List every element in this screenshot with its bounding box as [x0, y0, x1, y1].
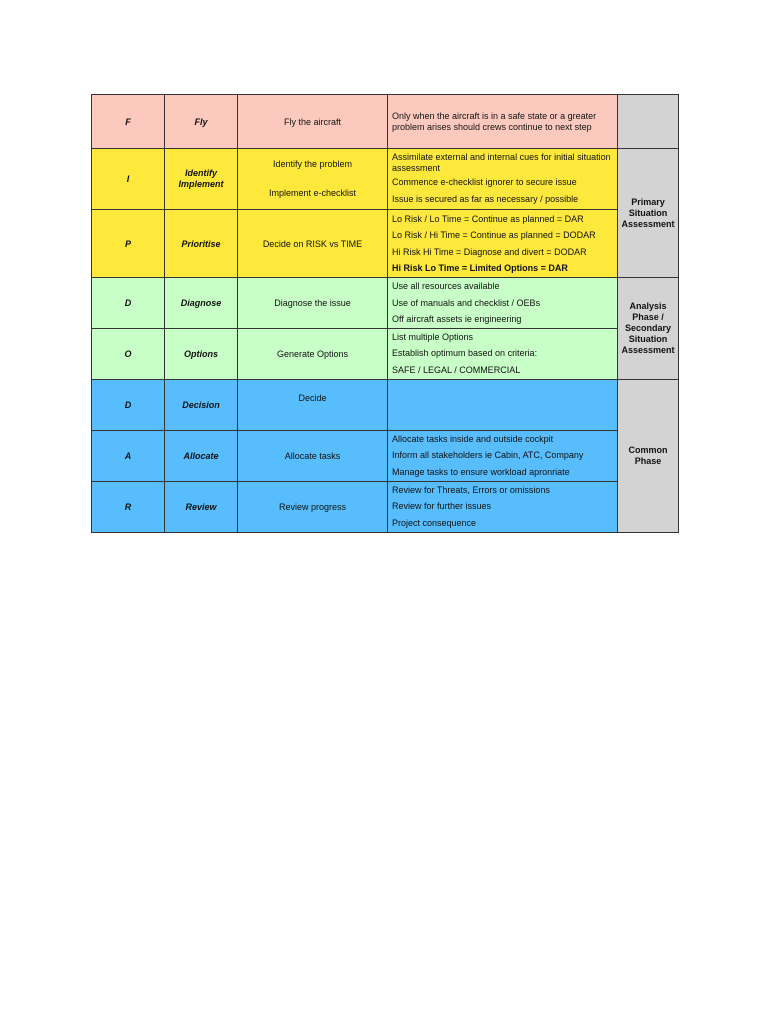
step-action: Generate Options [238, 328, 388, 379]
note-line: Project consequence [392, 517, 477, 528]
step-name: Decision [165, 379, 238, 430]
step-action-line: Implement e-checklist [268, 188, 357, 198]
step-action: Review progress [238, 481, 388, 532]
step-action: Decide [238, 379, 388, 430]
table-row-fly [92, 95, 679, 149]
phase-cell-empty [618, 95, 679, 149]
step-letter: D [92, 379, 165, 430]
note-line: Allocate tasks inside and outside cockpit [392, 433, 554, 444]
step-notes [388, 379, 618, 430]
note-line: List multiple Options [392, 331, 474, 342]
step-notes [388, 481, 618, 532]
step-name: Diagnose [165, 278, 238, 329]
phase-label-line: Phase / [632, 311, 664, 322]
step-letter: D [92, 278, 165, 329]
note-line: Lo Risk / Hi Time = Continue as planned = DODAR [392, 230, 596, 240]
table-row-review [92, 481, 679, 532]
phase-primary-situation-assessment [618, 149, 679, 278]
step-name-line: Identify [184, 168, 217, 178]
step-notes [388, 278, 618, 329]
step-notes [388, 328, 618, 379]
fordec-procedure-table [91, 94, 679, 533]
note-line: Commence e-checklist ignorer to secure issue [392, 177, 577, 187]
note-line: SAFE / LEGAL / COMMERCIAL [392, 364, 521, 375]
phase-label-line: Common [628, 444, 668, 455]
note-line: Review for Threats, Errors or omissions [392, 484, 550, 495]
table-row-prioritise [92, 210, 679, 278]
step-letter: F [92, 95, 165, 149]
step-letter: P [92, 210, 165, 278]
note-line: Hi Risk Lo Time = Limited Options = DAR [392, 263, 568, 273]
phase-label-line: Situation [628, 333, 668, 344]
step-name: Prioritise [165, 210, 238, 278]
phase-label-line: Secondary [624, 322, 672, 333]
note-line: Use of manuals and checklist / OEBs [392, 297, 541, 308]
step-action: Decide on RISK vs TIME [238, 210, 388, 278]
table-row-options [92, 328, 679, 379]
step-name: Options [165, 328, 238, 379]
table-row-identify [92, 149, 679, 210]
step-letter: I [92, 149, 165, 210]
phase-label-line: Analysis [629, 300, 667, 311]
phase-label-line: Phase [634, 455, 662, 466]
note-line: Establish optimum based on criteria: [392, 348, 538, 359]
step-notes [388, 95, 618, 149]
step-name: Fly [165, 95, 238, 149]
step-notes [388, 149, 618, 210]
step-action: Diagnose the issue [238, 278, 388, 329]
note-line: Inform all stakeholders ie Cabin, ATC, Company [392, 450, 584, 461]
phase-label-line: Assessment [621, 218, 675, 229]
note-line: Assimilate external and internal cues for initial situation assessment [392, 152, 611, 173]
step-name-line: Implement [178, 179, 224, 189]
step-notes [388, 210, 618, 278]
step-letter: R [92, 481, 165, 532]
phase-analysis-secondary-assessment [618, 278, 679, 380]
table-row-diagnose [92, 278, 679, 329]
note-line: Use all resources available [392, 281, 500, 291]
step-action: Fly the aircraft [238, 95, 388, 149]
phase-label-line: Assessment [621, 344, 675, 355]
table-row-allocate [92, 430, 679, 481]
note-line: Manage tasks to ensure workload apronriate [392, 466, 570, 477]
step-name: Review [165, 481, 238, 532]
phase-label-line: Situation [628, 207, 668, 218]
note-line: Only when the aircraft is in a safe state or a greater problem arises should crews continue to next step [392, 111, 597, 132]
step-letter: A [92, 430, 165, 481]
phase-label-line: Primary [631, 196, 665, 207]
note-line: Hi Risk Hi Time = Diagnose and divert = DODAR [392, 246, 587, 257]
note-line: Lo Risk / Lo Time = Continue as planned = DAR [392, 213, 584, 224]
step-name: Allocate [165, 430, 238, 481]
note-line: Issue is secured as far as necessary / possible [392, 193, 579, 204]
step-name [165, 149, 238, 210]
step-action-line: Identify the problem [272, 159, 353, 169]
table-row-decision [92, 379, 679, 430]
note-line: Off aircraft assets ie engineering [392, 314, 522, 324]
phase-common [618, 379, 679, 532]
step-notes [388, 430, 618, 481]
note-line: Review for further issues [392, 501, 492, 512]
step-action: Allocate tasks [238, 430, 388, 481]
step-action [238, 149, 388, 210]
step-letter: O [92, 328, 165, 379]
